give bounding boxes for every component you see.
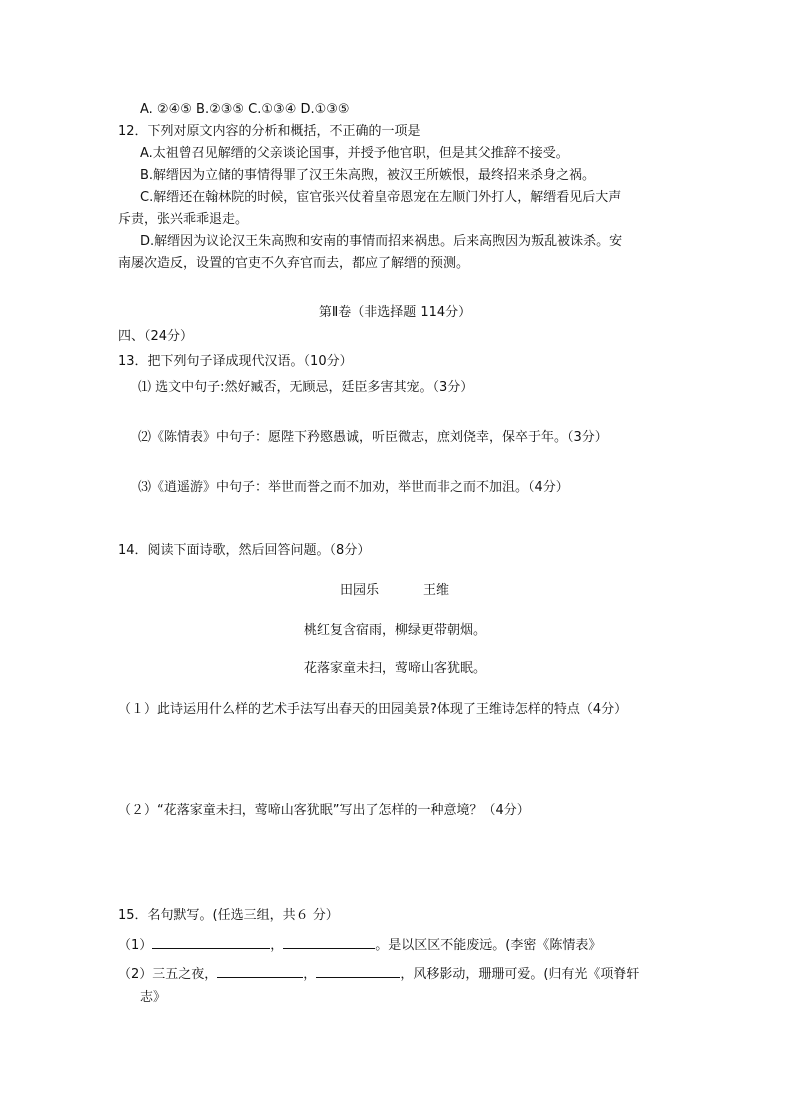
q12-option-b: B.解缙因为立储的事情得罪了汉王朱高煦，被汉王所嫉恨，最终招来杀身之祸。 xyxy=(140,168,596,183)
q12-option-d-continued: 南屡次造反，设置的官吏不久弃官而去，都应了解缙的预测。 xyxy=(118,256,470,271)
q14-subquestion-1: （１）此诗运用什么样的艺术手法写出春天的田园美景?体现了王维诗怎样的特点（4分） xyxy=(118,702,628,717)
q15-item-2-tail: ，风移影动，珊珊可爱。(归有光《项脊轩 xyxy=(400,967,640,982)
fill-blank-2a[interactable] xyxy=(217,964,303,978)
q15-item-2 xyxy=(118,964,639,983)
q15-item-2-number: （2） xyxy=(118,967,153,982)
q13-stem: 13．把下列句子译成现代汉语。（10分） xyxy=(118,354,353,369)
q12-stem: 12．下列对原文内容的分析和概括，不正确的一项是 xyxy=(118,124,421,139)
q11-options: A. ②④⑤ B.②③⑤ C.①③④ D.①③⑤ xyxy=(140,102,350,117)
q15-item-2-separator: ， xyxy=(303,967,317,982)
q12-option-a: A.太祖曾召见解缙的父亲谈论国事，并授予他官职，但是其父推辞不接受。 xyxy=(140,146,569,161)
q13-sentence-2: ⑵《陈情表》中句子：愿陛下矜愍愚诚，听臣微志，庶刘侥幸，保卒于年。（3分） xyxy=(138,430,608,445)
q15-item-1-number: （1） xyxy=(118,938,153,953)
q15-stem: 15．名句默写。(任选三组，共６ 分） xyxy=(118,908,339,923)
poem-title: 田园乐 xyxy=(340,583,380,598)
part2-title: 第Ⅱ卷（非选择题 114分） xyxy=(318,305,472,320)
q12-option-c: C.解缙还在翰林院的时候，宦官张兴仗着皇帝恩宠在左顺门外打人，解缙看见后大声 xyxy=(140,190,622,205)
fill-blank-2b[interactable] xyxy=(316,964,400,978)
q13-sentence-1: ⑴ 选文中句子:然好臧否，无顾忌，廷臣多害其宠。（3分） xyxy=(138,380,474,395)
q15-item-2-head: 三五之夜， xyxy=(152,967,218,982)
q13-sentence-3: ⑶《逍遥游》中句子：举世而誉之而不加劝，举世而非之而不加沮。（4分） xyxy=(138,480,569,495)
q15-item-1-separator: ， xyxy=(270,938,284,953)
q12-option-d: D.解缙因为议论汉王朱高煦和安南的事情而招来祸患。后来高煦因为叛乱被诛杀。安 xyxy=(140,234,623,249)
fill-blank-1a[interactable] xyxy=(152,935,270,949)
q14-subquestion-2: （２）“花落家童未扫，莺啼山客犹眠”写出了怎样的一种意境？（4分） xyxy=(118,803,530,818)
q15-item-1 xyxy=(118,935,601,954)
q14-stem: 14．阅读下面诗歌，然后回答问题。（8分） xyxy=(118,543,371,558)
q15-item-2-continued: 志》 xyxy=(140,990,167,1005)
q12-option-c-continued: 斥责，张兴乖乖退走。 xyxy=(118,212,249,227)
fill-blank-1b[interactable] xyxy=(283,935,375,949)
poem-line-2: 花落家童未扫，莺啼山客犹眠。 xyxy=(303,661,486,676)
poem-author: 王维 xyxy=(423,583,450,598)
q15-item-1-tail: 。是以区区不能废远。(李密《陈情表》 xyxy=(375,938,602,953)
section4-heading: 四、（24分） xyxy=(118,329,194,344)
poem-line-1: 桃红复含宿雨，柳绿更带朝烟。 xyxy=(303,623,486,638)
